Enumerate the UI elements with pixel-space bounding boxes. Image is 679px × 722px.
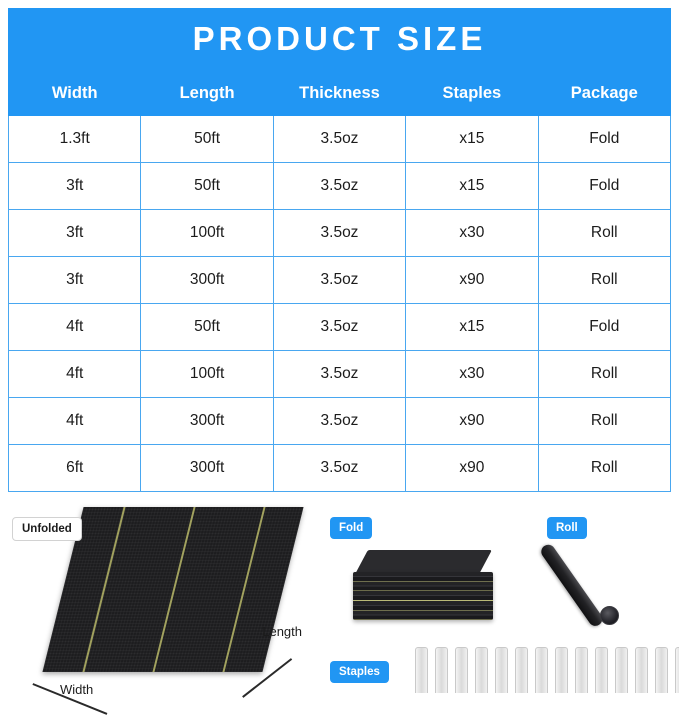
fold-illustration [325, 502, 515, 662]
table-row [9, 445, 671, 492]
cell-package: Fold [538, 163, 670, 210]
table-row [9, 304, 671, 351]
width-dimension-label: Width [60, 682, 94, 697]
cell-staples: x90 [406, 445, 538, 492]
table-header-row [9, 71, 671, 116]
cell-staples: x90 [406, 257, 538, 304]
length-dimension-label: Length [262, 624, 302, 639]
unfolded-illustration [8, 502, 308, 722]
cell-width: 4ft [9, 398, 141, 445]
roll-illustration [540, 502, 675, 662]
cell-thickness: 3.5oz [273, 210, 405, 257]
staple-pin [435, 647, 448, 693]
cell-package: Fold [538, 304, 670, 351]
cell-length: 50ft [141, 304, 273, 351]
cell-staples: x30 [406, 351, 538, 398]
cell-package: Roll [538, 210, 670, 257]
cell-package: Roll [538, 351, 670, 398]
staple-pin [675, 647, 679, 693]
staple-pin [495, 647, 508, 693]
staples-illustration [325, 647, 670, 717]
page-title: PRODUCT SIZE [192, 20, 487, 57]
cell-thickness: 3.5oz [273, 398, 405, 445]
cell-length: 300ft [141, 445, 273, 492]
fabric-stripe [82, 507, 125, 672]
product-size-table [8, 70, 671, 492]
cell-length: 50ft [141, 116, 273, 163]
cell-thickness: 3.5oz [273, 351, 405, 398]
staple-pin [555, 647, 568, 693]
column-header-thickness: Thickness [273, 71, 405, 116]
table-row [9, 210, 671, 257]
cell-staples: x15 [406, 163, 538, 210]
cell-length: 300ft [141, 257, 273, 304]
column-header-width: Width [9, 71, 141, 116]
staple-pin [455, 647, 468, 693]
cell-length: 100ft [141, 210, 273, 257]
cell-length: 100ft [141, 351, 273, 398]
staple-pin [655, 647, 668, 693]
cell-thickness: 3.5oz [273, 257, 405, 304]
column-header-package: Package [538, 71, 670, 116]
staple-pin [575, 647, 588, 693]
cell-width: 4ft [9, 351, 141, 398]
cell-width: 6ft [9, 445, 141, 492]
fabric-stripe [152, 507, 195, 672]
cell-thickness: 3.5oz [273, 445, 405, 492]
staple-pin [635, 647, 648, 693]
column-header-length: Length [141, 71, 273, 116]
cell-width: 1.3ft [9, 116, 141, 163]
cell-staples: x30 [406, 210, 538, 257]
cell-package: Fold [538, 116, 670, 163]
staple-pin [415, 647, 428, 693]
table-row [9, 257, 671, 304]
illustration-area [0, 502, 679, 722]
title-banner [8, 8, 671, 70]
staple-pin [595, 647, 608, 693]
product-size-infographic [0, 8, 679, 709]
staples-label: Staples [330, 661, 389, 683]
fold-label: Fold [330, 517, 372, 539]
staple-pin [475, 647, 488, 693]
table-row [9, 163, 671, 210]
cell-width: 3ft [9, 257, 141, 304]
unfolded-label: Unfolded [12, 517, 82, 541]
rolled-fabric [539, 542, 606, 629]
cell-length: 50ft [141, 163, 273, 210]
cell-package: Roll [538, 445, 670, 492]
cell-width: 3ft [9, 163, 141, 210]
fold-layers [353, 572, 493, 620]
table-row [9, 351, 671, 398]
staple-pin [535, 647, 548, 693]
table-row [9, 116, 671, 163]
roll-end-cap [600, 606, 619, 625]
cell-staples: x15 [406, 304, 538, 351]
staple-pin [515, 647, 528, 693]
cell-length: 300ft [141, 398, 273, 445]
staple-group [415, 647, 679, 693]
fabric-stripe [222, 507, 265, 672]
cell-package: Roll [538, 398, 670, 445]
staple-pin [615, 647, 628, 693]
roll-label: Roll [547, 517, 587, 539]
folded-fabric-stack [353, 550, 493, 622]
cell-staples: x90 [406, 398, 538, 445]
cell-thickness: 3.5oz [273, 116, 405, 163]
column-header-staples: Staples [406, 71, 538, 116]
cell-package: Roll [538, 257, 670, 304]
cell-width: 4ft [9, 304, 141, 351]
cell-thickness: 3.5oz [273, 163, 405, 210]
cell-staples: x15 [406, 116, 538, 163]
table-row [9, 398, 671, 445]
cell-thickness: 3.5oz [273, 304, 405, 351]
cell-width: 3ft [9, 210, 141, 257]
